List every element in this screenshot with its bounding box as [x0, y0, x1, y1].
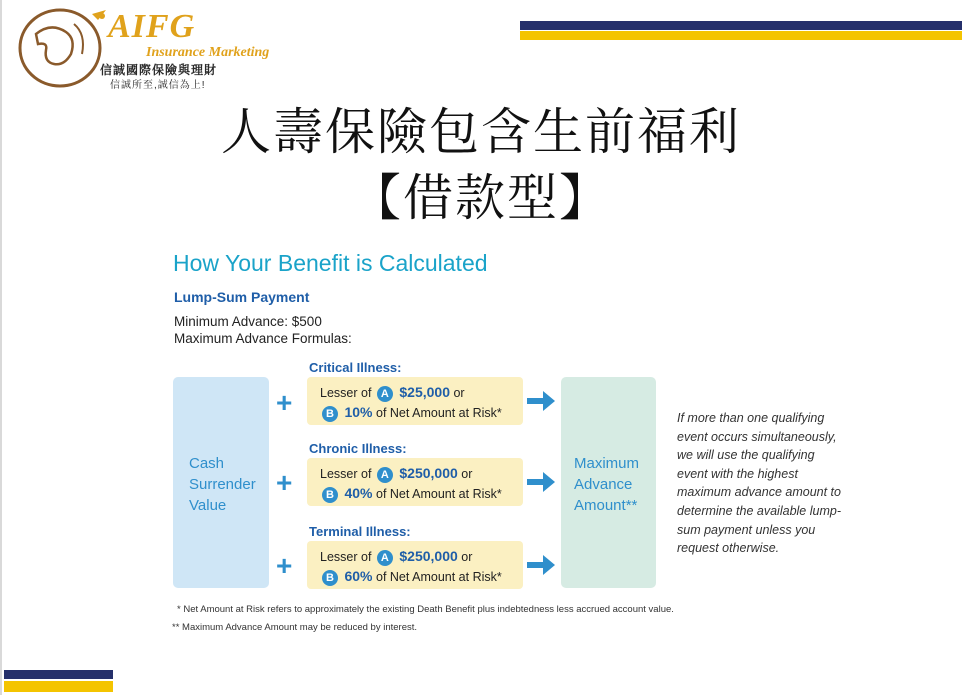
net-amount-text: of Net Amount at Risk*: [376, 570, 502, 584]
formula-line-a: [320, 548, 472, 566]
max-formulas-text: Maximum Advance Formulas:: [174, 331, 352, 346]
cap-amount: $250,000: [399, 465, 458, 481]
advance-info: [174, 313, 352, 347]
aifg-logo: [16, 4, 276, 90]
critical-illness-label: Critical Illness:: [309, 360, 402, 375]
max-advance-box: [561, 377, 656, 588]
arrow-right-icon: [527, 391, 555, 411]
cash-surrender-box: [173, 377, 269, 588]
or-text: or: [461, 550, 473, 564]
arrow-right-icon: [527, 472, 555, 492]
formula-line-b: [320, 485, 502, 503]
logo-chinese-name: 信誠國際保險與理財: [100, 63, 218, 77]
or-text: or: [461, 467, 473, 481]
logo-wordmark: AIFG: [108, 8, 196, 45]
terminal-illness-label: Terminal Illness:: [309, 524, 411, 539]
option-b-icon: B: [322, 406, 338, 422]
option-b-icon: B: [322, 570, 338, 586]
lump-sum-label: Lump-Sum Payment: [174, 289, 310, 305]
qualifying-event-note: If more than one qualifying event occurs simultaneously, we will use the qualifying event with the highest maximum advance amount to determine the available lump-sum payment unless you request otherwise.: [677, 411, 841, 556]
bottom-gold-bar: [4, 681, 113, 692]
option-a-icon: A: [377, 467, 393, 483]
arrow-right-icon: [527, 555, 555, 575]
cash-surrender-label: Cash Surrender Value: [189, 455, 256, 514]
slide-title-line1: 人壽保險包含生前福利: [221, 103, 741, 161]
top-navy-bar: [520, 21, 962, 30]
footnote-net-amount: * Net Amount at Risk refers to approximately the existing Death Benefit plus indebtedness less accrued account value.: [177, 604, 674, 615]
lesser-of-text: Lesser of: [320, 550, 372, 564]
max-advance-label: Maximum Advance Amount**: [574, 455, 640, 514]
percent-value: 40%: [344, 485, 373, 501]
min-advance-text: Minimum Advance: $500: [174, 314, 322, 329]
lesser-of-text: Lesser of: [320, 467, 372, 481]
bottom-navy-bar: [4, 670, 113, 679]
top-gold-bar: [520, 31, 962, 40]
option-a-icon: A: [377, 386, 393, 402]
footnote-max-advance: ** Maximum Advance Amount may be reduced by interest.: [172, 622, 418, 633]
option-a-icon: A: [377, 550, 393, 566]
plus-icon: +: [276, 387, 293, 418]
formula-line-a: [320, 384, 465, 402]
formula-line-b: [320, 568, 502, 586]
option-b-icon: B: [322, 487, 338, 503]
chronic-formula-box: [307, 458, 523, 506]
formula-line-a: [320, 465, 472, 483]
cap-amount: $25,000: [399, 384, 450, 400]
logo-chinese-slogan: 信誠所至,誠信為上!: [110, 80, 206, 91]
chronic-illness-label: Chronic Illness:: [309, 441, 407, 456]
net-amount-text: of Net Amount at Risk*: [376, 487, 502, 501]
or-text: or: [453, 386, 465, 400]
net-amount-text: of Net Amount at Risk*: [376, 406, 502, 420]
terminal-formula-box: [307, 541, 523, 589]
lesser-of-text: Lesser of: [320, 386, 372, 400]
formula-line-b: [320, 404, 502, 422]
plus-icon: +: [276, 467, 293, 498]
cap-amount: $250,000: [399, 548, 458, 564]
percent-value: 10%: [344, 404, 373, 420]
plus-icon: +: [276, 550, 293, 581]
percent-value: 60%: [344, 568, 373, 584]
logo-subtitle: Insurance Marketing: [146, 45, 270, 60]
critical-formula-box: [307, 377, 523, 425]
slide-title-line2: 【借款型】: [351, 169, 611, 227]
benefit-heading: How Your Benefit is Calculated: [173, 250, 488, 276]
